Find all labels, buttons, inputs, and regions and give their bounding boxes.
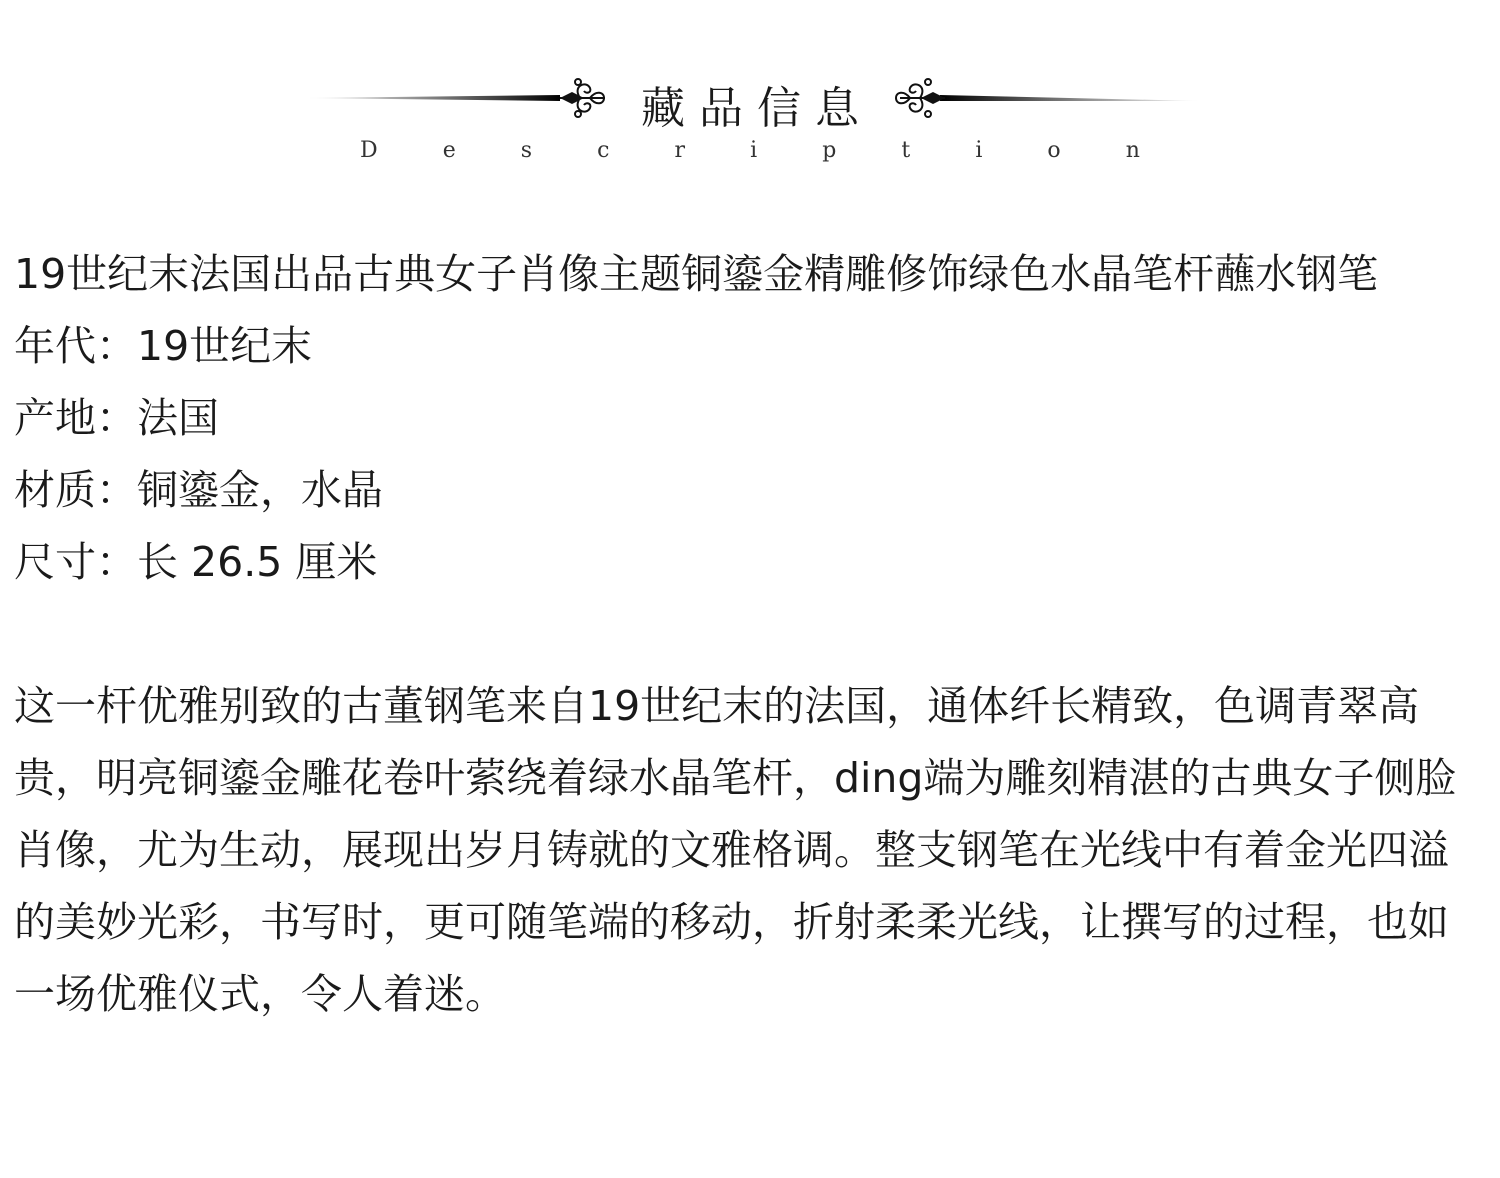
spec-value: 铜鎏金，水晶	[137, 466, 383, 514]
spec-label: 材质：	[14, 466, 137, 514]
description-paragraph: 这一杆优雅别致的古董钢笔来自19世纪末的法国，通体纤长精致，色调青翠高贵，明亮铜鎏金雕花卷叶萦绕着绿水晶笔杆，ding端为雕刻精湛的古典女子侧脸肖像，尤为生动，展现出岁月铸就的文雅格调。整支钢笔在光线中有着金光四溢的美妙光彩，书写时，更可随笔端的移动，折射柔柔光线，让撰写的过程，也如一场优雅仪式，令人着迷。	[14, 682, 1457, 1018]
spec-label: 年代：	[14, 322, 137, 370]
section-title: 藏品信息	[641, 83, 873, 134]
section-header	[0, 60, 1500, 170]
spec-value: 法国	[137, 394, 219, 442]
subtitle-letter: o	[1047, 138, 1061, 163]
item-name: 19世纪末法国出品古典女子肖像主题铜鎏金精雕修饰绿色水晶笔杆蘸水钢笔	[14, 250, 1379, 298]
spec-value: 长 26.5 厘米	[137, 538, 378, 586]
spec-value: 19世纪末	[137, 322, 313, 370]
subtitle-letter: i	[975, 138, 983, 163]
subtitle-letter: c	[597, 138, 610, 163]
section-subtitle	[360, 138, 1140, 163]
subtitle-letter: n	[1125, 138, 1140, 163]
spec-era	[14, 310, 1484, 382]
subtitle-letter: p	[822, 138, 837, 163]
spec-material	[14, 454, 1484, 526]
subtitle-letter: e	[442, 138, 456, 163]
spec-label: 产地：	[14, 394, 137, 442]
subtitle-letter: s	[520, 138, 533, 163]
subtitle-letter: i	[750, 138, 758, 163]
spec-origin	[14, 382, 1484, 454]
subtitle-letter: r	[674, 138, 686, 163]
subtitle-letter: t	[901, 138, 911, 163]
spec-label: 尺寸：	[14, 538, 137, 586]
subtitle-letter: D	[360, 138, 378, 163]
item-description	[14, 238, 1484, 1030]
paragraph-gap	[14, 598, 1484, 670]
spec-size	[14, 526, 1484, 598]
